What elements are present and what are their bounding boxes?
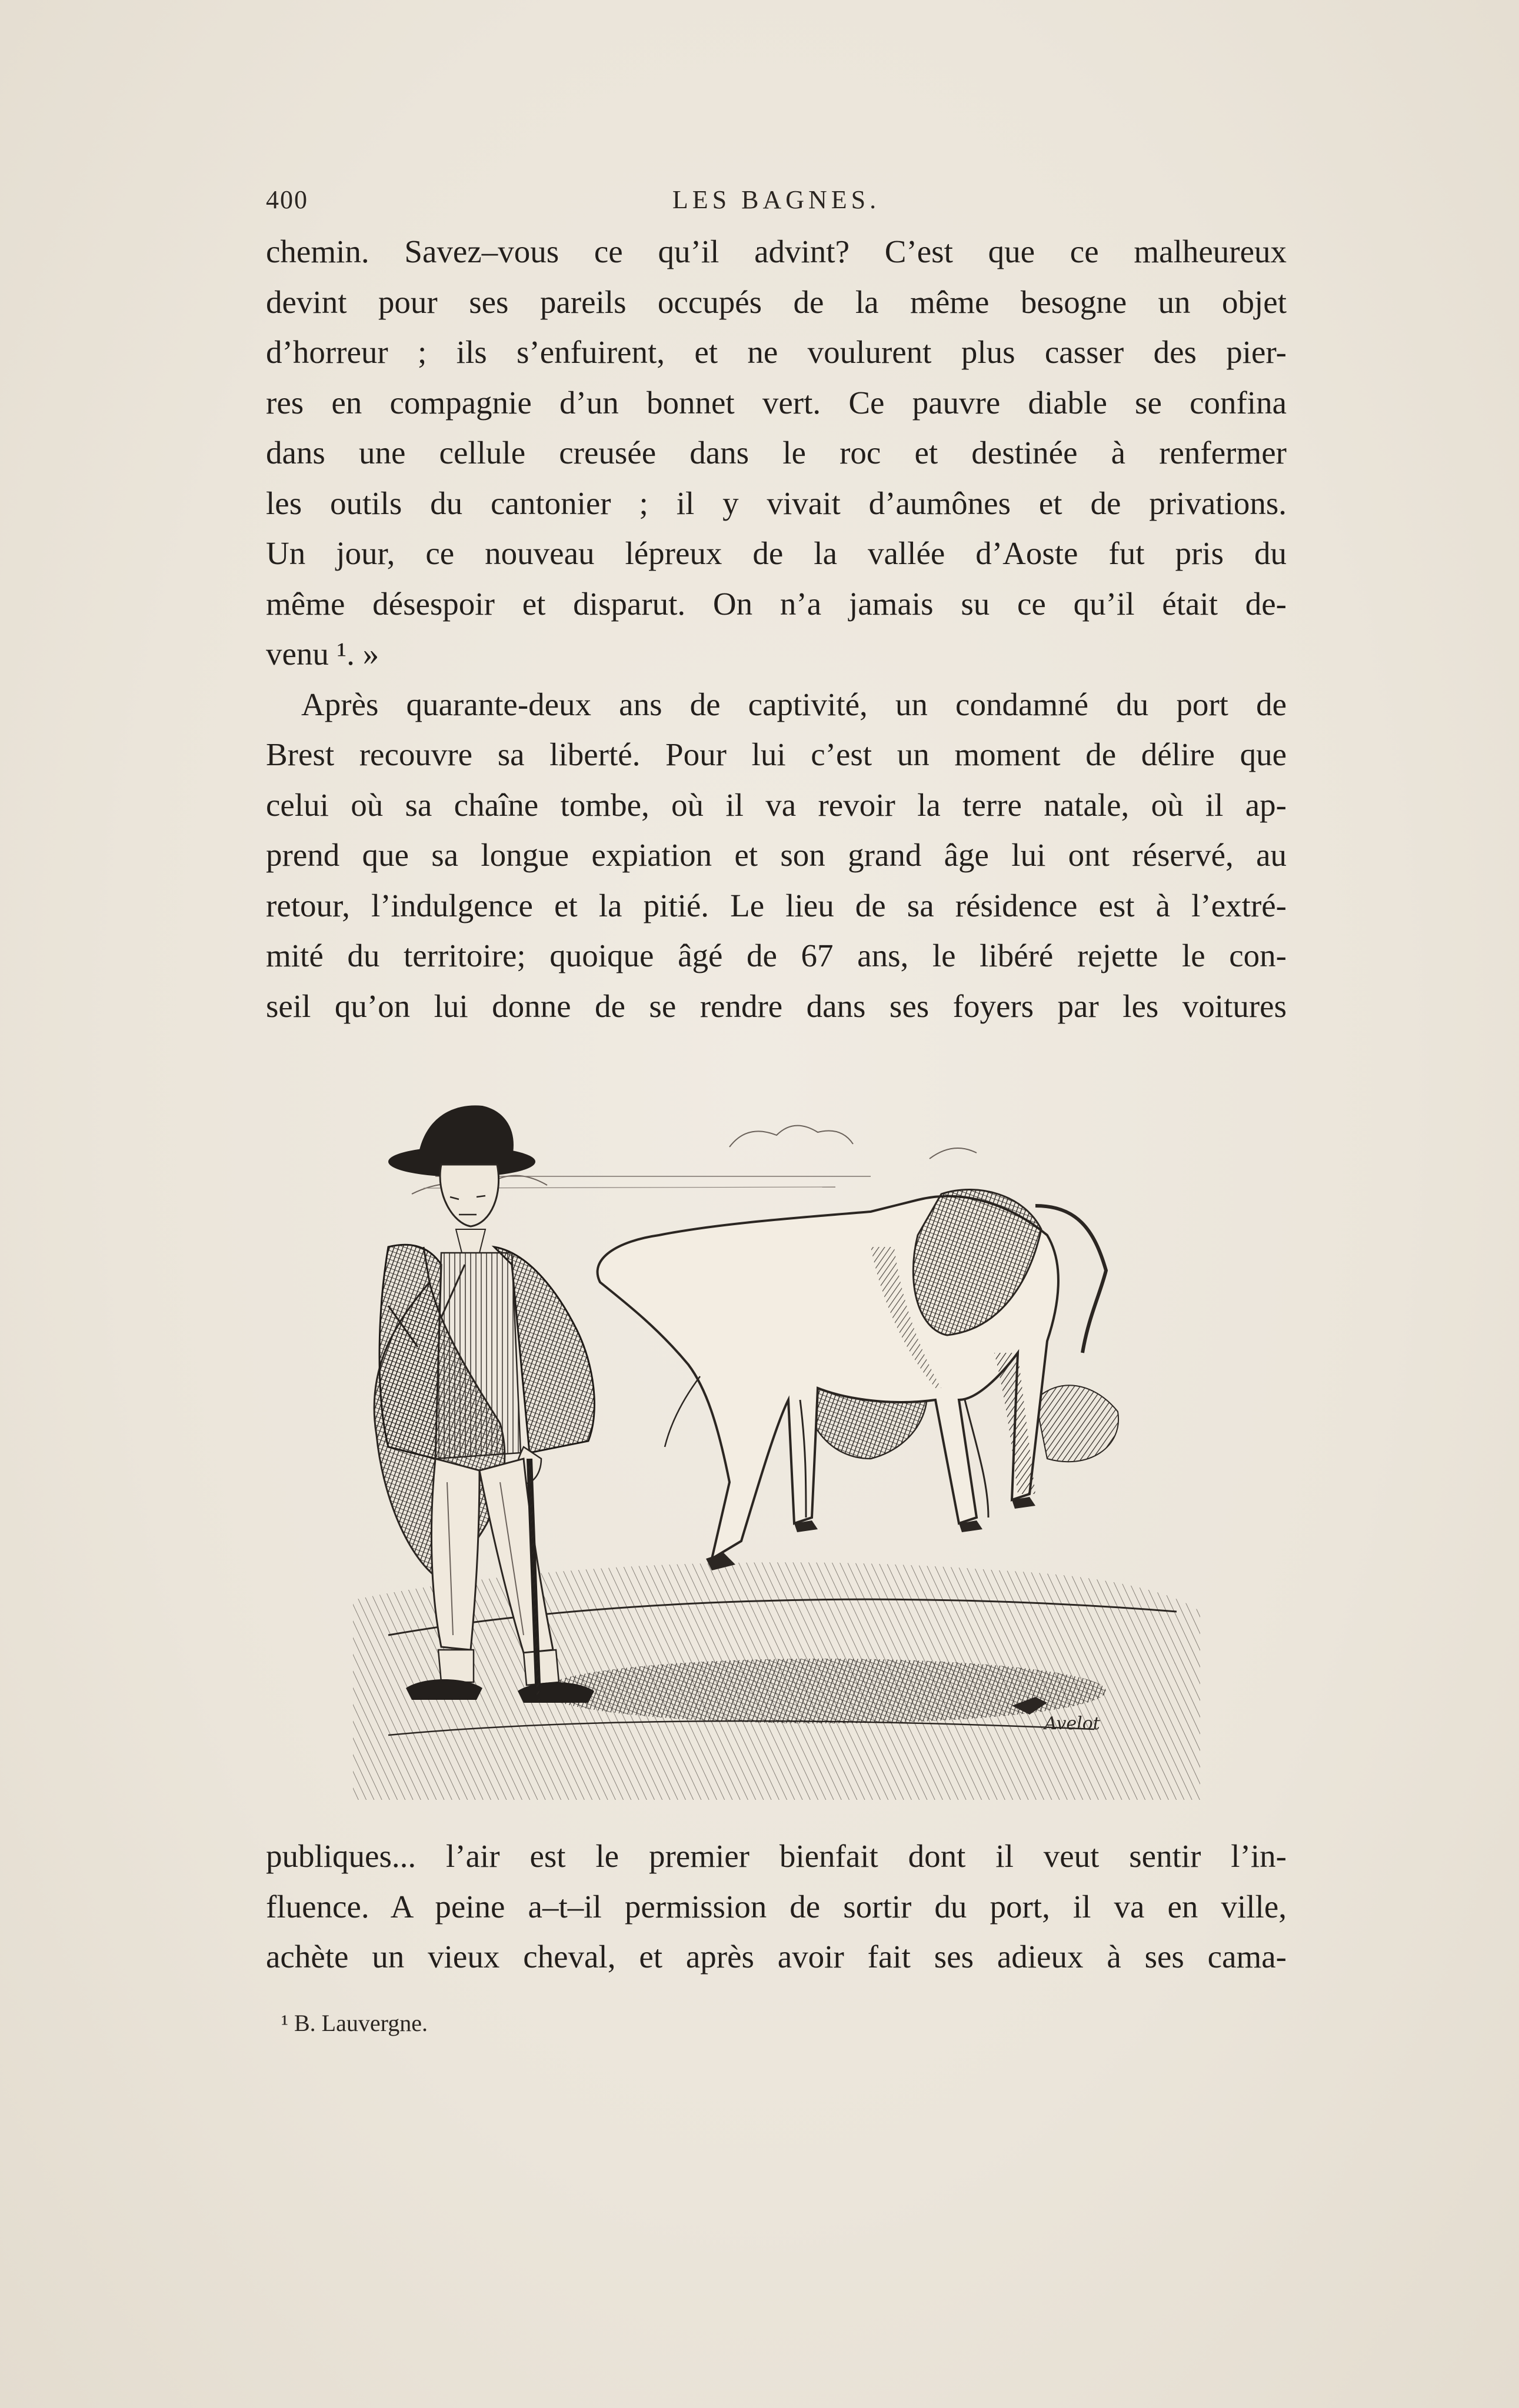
text-line: même désespoir et disparut. On n’a jamais su ce qu’il était de-: [266, 585, 1287, 622]
paragraph-start-line: Après quarante-deux ans de captivité, un condamné du port de: [301, 686, 1287, 722]
text-line: publiques... l’air est le premier bienfait dont il veut sentir l’in-: [266, 1838, 1287, 1874]
footnote: ¹ B. Lauvergne.: [281, 2010, 428, 2036]
horse: [598, 1190, 1106, 1571]
text-line: les outils du cantonier ; il y vivait d’aumônes et de privations.: [266, 485, 1287, 521]
text-line: dans une cellule creusée dans le roc et destinée à renfermer: [266, 435, 1287, 471]
page-header: [266, 178, 1287, 225]
text-line: seil qu’on lui donne de se rendre dans ses foyers par les voitures: [266, 988, 1287, 1024]
page-number: 400: [266, 185, 308, 214]
text-line: retour, l’indulgence et la pitié. Le lieu de sa résidence est à l’extré-: [266, 887, 1287, 923]
engraver-signature: Avelot: [1044, 1713, 1100, 1734]
text-line: d’horreur ; ils s’enfuirent, et ne voulurent plus casser des pier-: [266, 334, 1287, 370]
text-line: devint pour ses pareils occupés de la même besogne un objet: [266, 284, 1287, 320]
text-line: chemin. Savez–vous ce qu’il advint? C’est que ce malheureux: [266, 234, 1287, 269]
text-line: mité du territoire; quoique âgé de 67 ans, le libéré rejette le con-: [266, 938, 1287, 973]
text-line: fluence. A peine a–t–il permission de sortir du port, il va en ville,: [266, 1888, 1287, 1925]
text-line: Un jour, ce nouveau lépreux de la vallée d’Aoste fut pris du: [266, 535, 1287, 571]
ground-road: [353, 1562, 1200, 1800]
running-title: LES BAGNES.: [672, 185, 881, 214]
body-text-top: [266, 226, 1287, 1031]
engraving-old-man-with-horse: [353, 1070, 1200, 1800]
text-line: prend que sa longue expiation et son grand âge lui ont réservé, au: [266, 837, 1287, 873]
text-line: res en compagnie d’un bonnet vert. Ce pauvre diable se confina: [266, 384, 1287, 421]
text-line: venu ¹. »: [266, 636, 379, 672]
text-line: celui où sa chaîne tombe, où il va revoir la terre natale, où il ap-: [266, 786, 1287, 823]
body-text-bottom: [266, 1831, 1287, 1982]
text-line: Brest recouvre sa liberté. Pour lui c’est un moment de délire que: [266, 736, 1287, 772]
text-line: achète un vieux cheval, et après avoir fait ses adieux à ses cama-: [266, 1939, 1287, 1975]
